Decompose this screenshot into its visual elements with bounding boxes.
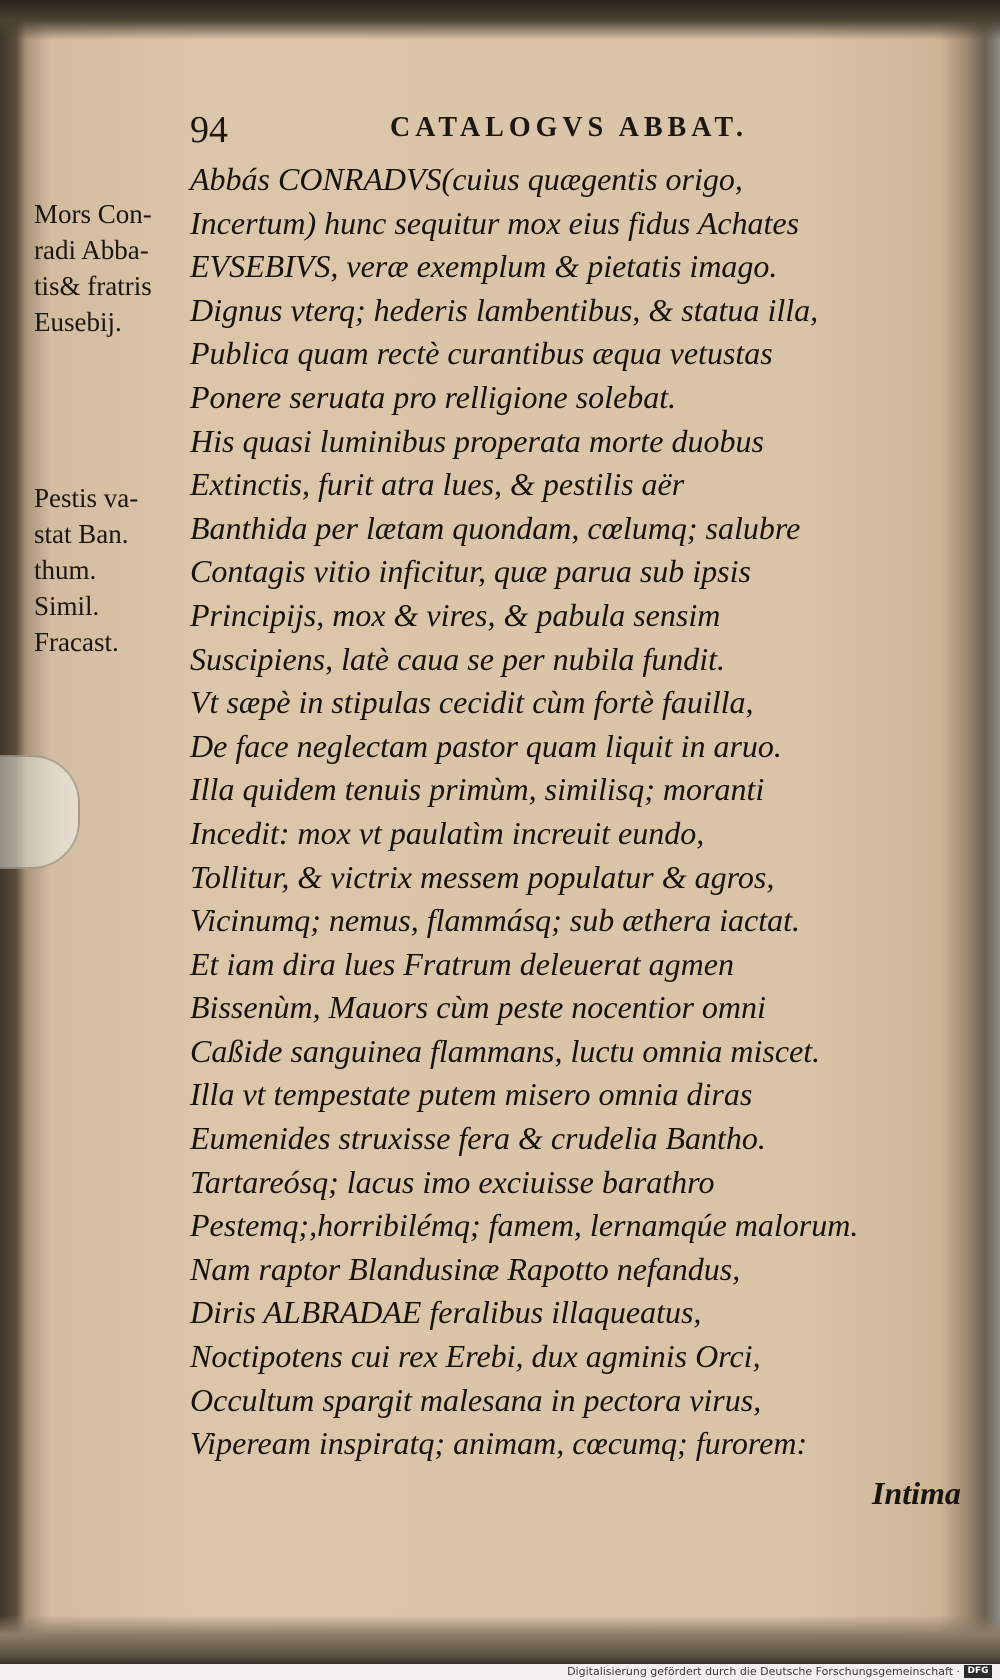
verse-line: Ponere seruata pro relligione solebat.	[190, 378, 677, 415]
verse-line: Publica quam rectè curantibus æqua vetustas	[190, 335, 773, 372]
verse-block	[190, 158, 980, 1466]
verse-line: Pestemq;,horribilémq; famem, lernamqúe malorum.	[190, 1207, 859, 1244]
verse-line: Vicinumq; nemus, flammásq; sub æthera iactat.	[190, 902, 801, 939]
margin-note-line: tis& fratris	[34, 271, 152, 301]
verse-line: Caßide sanguinea flammans, luctu omnia miscet.	[190, 1032, 821, 1069]
book-bottom-edge	[0, 1615, 1000, 1664]
verse-line: Dignus vterq; hederis lambentibus, & statua illa,	[190, 291, 819, 328]
margin-note-mors-conradi	[34, 196, 184, 340]
verse-line: De face neglectam pastor quam liquit in aruo.	[190, 727, 782, 764]
footer-credit: Digitalisierung gefördert durch die Deutsche Forschungsgemeinschaft ·	[567, 1665, 960, 1678]
verse-line: Illa quidem tenuis primùm, similisq; moranti	[190, 771, 765, 808]
verse-line: Noctipotens cui rex Erebi, dux agminis Orci,	[190, 1338, 761, 1375]
verse-line: Extinctis, furit atra lues, & pestilis aër	[190, 466, 685, 503]
dfg-logo: DFG	[964, 1665, 992, 1678]
margin-note-line: Pestis va-	[34, 483, 139, 513]
verse-line: Bissenùm, Mauors cùm peste nocentior omni	[190, 989, 766, 1026]
verse-line: Principijs, mox & vires, & pabula sensim	[190, 596, 721, 633]
margin-note-line: stat Ban.	[34, 519, 129, 549]
verse-line: EVSEBIVS, veræ exemplum & pietatis imago.	[190, 248, 778, 285]
verse-line: His quasi luminibus properata morte duobus	[190, 422, 764, 459]
margin-note-pestis	[34, 480, 184, 660]
running-head: CATALOGVS ABBAT.	[390, 112, 748, 143]
margin-note-line: thum.	[34, 555, 97, 585]
margin-note-line: radi Abba-	[34, 235, 149, 265]
verse-line: Et iam dira lues Fratrum deleuerat agmen	[190, 945, 734, 982]
verse-line: Suscipiens, latè caua se per nubila fundit.	[190, 640, 726, 677]
margin-note-line: Fracast.	[34, 627, 119, 657]
catchword: Intima	[872, 1475, 961, 1511]
verse-line: Banthida per lætam quondam, cœlumq; salubre	[190, 509, 801, 546]
verse-line: Incedit: mox vt paulatìm increuit eundo,	[190, 814, 705, 851]
verse-line: Abbás CONRADVS(cuius quægentis origo,	[190, 161, 743, 197]
verse-line: Occultum spargit malesana in pectora virus,	[190, 1381, 762, 1418]
margin-note-line: Mors Con-	[34, 199, 152, 229]
verse-line: Incertum) hunc sequitur mox eius fidus Achates	[190, 204, 800, 241]
verse-line: Tollitur, & victrix messem populatur & agros,	[190, 858, 775, 895]
verse-line: Nam raptor Blandusinæ Rapotto nefandus,	[190, 1250, 741, 1287]
verse-line: Diris ALBRADAE feralibus illaqueatus,	[190, 1294, 702, 1331]
page-number: 94	[190, 109, 228, 151]
margin-note-line: Eusebij.	[34, 307, 122, 337]
page-clip	[0, 755, 80, 869]
verse-line: Illa vt tempestate putem misero omnia diras	[190, 1076, 753, 1113]
margin-note-line: Simil.	[34, 591, 100, 621]
verse-line: Vt sæpè in stipulas cecidit cùm fortè fauilla,	[190, 684, 754, 721]
book-top-shadow	[0, 0, 1000, 40]
verse-line: Tartareósq; lacus imo exciuisse barathro	[190, 1163, 715, 1200]
verse-line: Eumenides struxisse fera & crudelia Bantho.	[190, 1120, 766, 1157]
verse-line: Contagis vitio inficitur, quæ parua sub ipsis	[190, 553, 751, 590]
verse-line: Vipeream inspiratq; animam, cœcumq; furorem:	[190, 1425, 808, 1462]
